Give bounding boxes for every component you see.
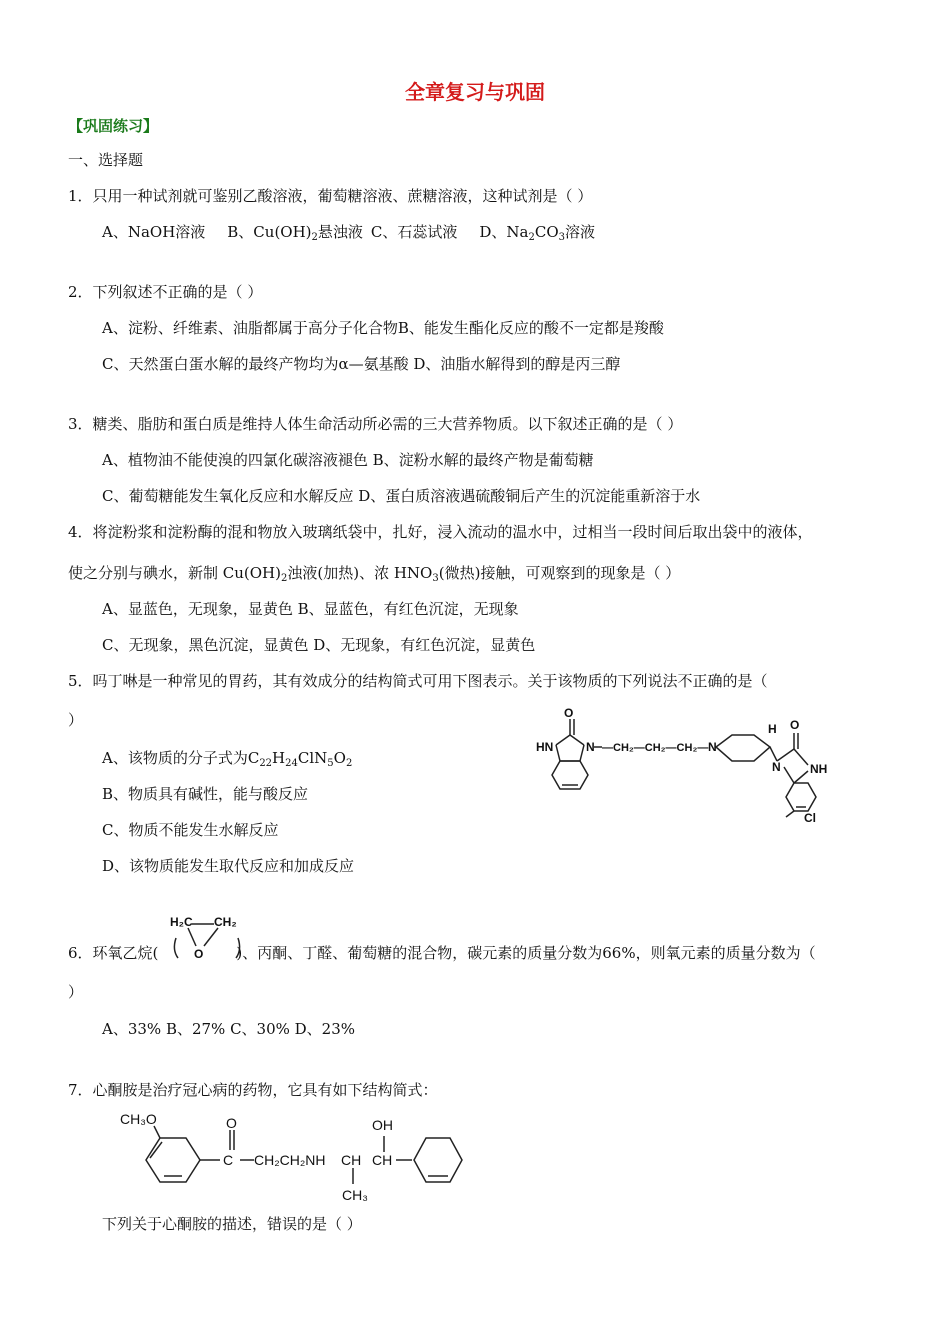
domperidone-o1: O [564,706,574,720]
domperidone-cl: Cl [804,811,816,825]
domperidone-hn: HN [536,740,554,754]
q7-stem: 7．心酮胺是治疗冠心病的药物，它具有如下结构简式： [68,1081,438,1099]
xinketongan-oh: OH [372,1117,393,1133]
xinketongan-c: C [223,1152,234,1168]
q6-stem: 6．环氧乙烷( )、丙酮、丁醛、葡萄糖的混合物，碳元素的质量分数为66%，则氧元素的质量分数为（ [68,944,816,962]
domperidone-n1: N [586,740,595,754]
domperidone-chain: —CH₂—CH₂—CH₂— [602,742,709,754]
q2-stem: 2．下列叙述不正确的是（ ） [68,283,263,301]
part-heading: 一、选择题 [68,151,144,169]
q1-option-d: D、$Na_2CO_3$溶液 [479,223,596,243]
q3-options-cd: C、葡萄糖能发生氧化反应和水解反应 D、蛋白质溶液遇硫酸铜后产生的沉淀能重新溶于水 [102,487,701,505]
epoxide-left: H₂C [170,915,193,929]
q4-stem-line2: 使之分别与碘水，新制 $Cu(OH)_2$浊液(加热)、浓 $HNO_3$(微热)接触，可观察到的现象是（ ） [68,564,681,584]
xinketongan-chain: CH₂CH₂NH [254,1152,326,1168]
q3-options-ab: A、植物油不能使溴的四氯化碳溶液褪色 B、淀粉水解的最终产物是葡萄糖 [102,451,594,469]
q5-stem-end: ） [68,711,84,729]
q1-option-c: C、石蕊试液 [370,223,458,241]
q6-options: A、33% B、27% C、30% D、23% [102,1020,356,1038]
q5-option-d: D、该物质能发生取代反应和加成反应 [102,857,355,875]
q4-options-ab: A、显蓝色，无现象，显黄色 B、显蓝色，有红色沉淀，无现象 [102,600,519,618]
domperidone-n3: N [772,760,781,774]
q1-option-b: B、$Cu(OH)_2$悬浊液 [227,223,363,243]
q5-option-a: A、该物质的分子式为$C_{22}H_{24}ClN_5O_2$ [102,749,353,769]
xinketongan-ch1: CH [341,1152,362,1168]
q5-option-c: C、物质不能发生水解反应 [102,821,279,839]
q4-options-cd: C、无现象，黑色沉淀，显黄色 D、无现象，有红色沉淀，显黄色 [102,636,536,654]
q7-question: 下列关于心酮胺的描述，错误的是（ ） [102,1215,362,1233]
xinketongan-ch2: CH [372,1152,393,1168]
xinketongan-o: O [226,1115,237,1131]
xinketongan-ch3o: CH₃O [120,1111,157,1127]
q5-option-b: B、物质具有碱性，能与酸反应 [102,785,309,803]
xinketongan-structure [110,1108,470,1206]
domperidone-n2: N [708,740,717,754]
xinketongan-ch3: CH₃ [342,1187,368,1203]
q6-stem-end: ） [68,983,84,1001]
domperidone-h: H [768,722,777,736]
page-title: 全章复习与巩固 [405,80,545,104]
epoxide-right: CH₂ [214,915,237,929]
q1-options [102,222,595,248]
epoxide-o: O [194,947,204,961]
q2-options-cd: C、天然蛋白蛋水解的最终产物均为α—氨基酸 D、油脂水解得到的醇是丙三醇 [102,355,621,373]
domperidone-structure [532,705,862,825]
q1-stem: 1．只用一种试剂就可鉴别乙酸溶液，葡萄糖溶液、蔗糖溶液，这种试剂是（ ） [68,187,593,205]
q3-stem: 3．糖类、脂肪和蛋白质是维持人体生命活动所必需的三大营养物质。以下叙述正确的是（ ） [68,415,683,433]
q2-options-ab: A、淀粉、纤维素、油脂都属于高分子化合物B、能发生酯化反应的酸不一定都是羧酸 [102,319,664,337]
section-heading: 【巩固练习】 [68,117,159,135]
q5-stem: 5．吗丁啉是一种常见的胃药，其有效成分的结构简式可用下图表示。关于该物质的下列说法不正确的是（ [68,672,768,690]
q1-option-a: A、NaOH溶液 [102,223,206,241]
q4-stem-line1: 4．将淀粉浆和淀粉酶的混和物放入玻璃纸袋中，扎好，浸入流动的温水中，过相当一段时间后取出袋中的液体， [68,523,813,541]
domperidone-o2: O [790,718,800,732]
domperidone-nh: NH [810,762,828,776]
